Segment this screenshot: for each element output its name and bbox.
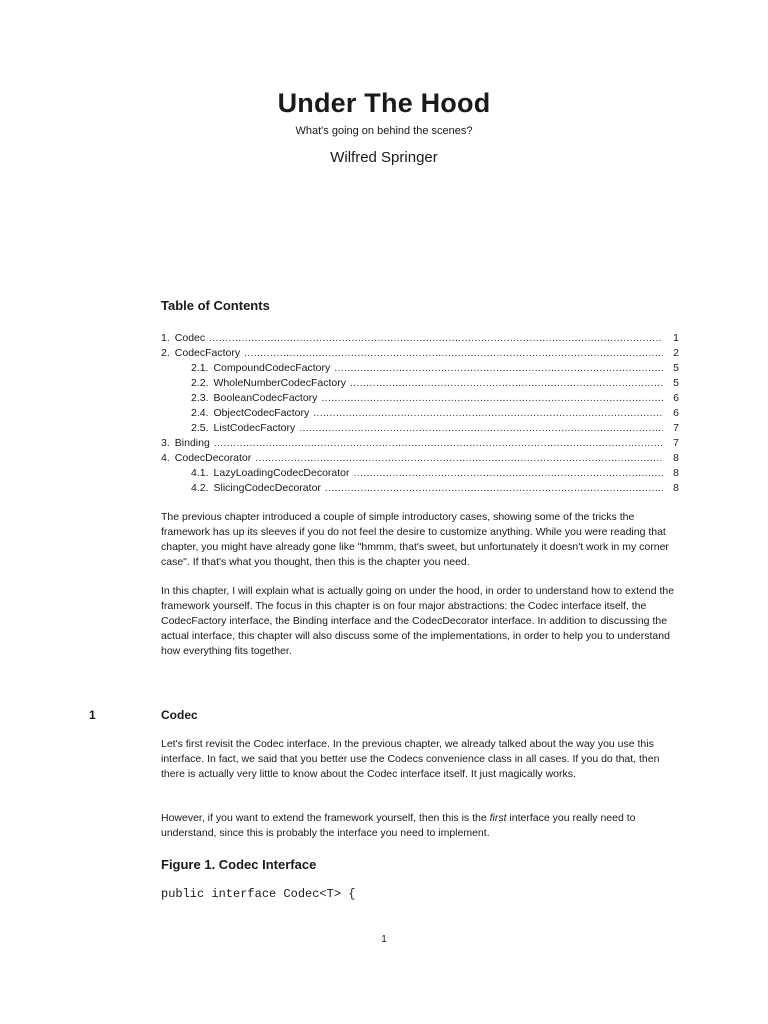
section-paragraph-1: Let's first revisit the Codec interface. In the previous chapter, we already talked about the way you use this interface. In fact, we said that you better use the Codecs convenience class in all cases. If you do that, then there is actually very little to know about the Codec interface itself. It just magically works. <box>161 738 660 780</box>
toc-entry[interactable] <box>161 451 679 466</box>
toc-entry[interactable] <box>161 466 679 481</box>
toc-entry[interactable] <box>161 406 679 421</box>
paragraph-text: interface you really need to understand, since this is probably the interface you need to implement. <box>161 812 636 839</box>
emphasis-first: first <box>489 812 507 824</box>
toc-leader-dots <box>214 436 663 451</box>
intro-paragraph-2: In this chapter, I will explain what is actually going on under the hood, in order to understand how to extend the framework yourself. The focus in this chapter is on four major abstractions: the Codec interface itself, the CodecFactory interface, the Binding interface and the CodecDecorator interface. In addition to discussing the actual interface, this chapter will also discuss some of the implementations, in order to help you to understand how everything fits together. <box>161 585 675 657</box>
toc-entry[interactable] <box>161 481 679 496</box>
code-listing: public interface Codec<T> { <box>161 887 356 901</box>
toc-entry-number: 2.2. <box>191 377 209 389</box>
toc-entry-label: ObjectCodecFactory <box>213 407 310 419</box>
document-title: Under The Hood <box>277 88 491 118</box>
toc-entry[interactable] <box>161 361 679 376</box>
toc-entry-number: 2. <box>161 347 170 359</box>
toc-entry-number: 2.1. <box>191 362 209 374</box>
toc-entry-page: 7 <box>673 437 679 449</box>
section-title: Codec <box>161 708 198 722</box>
toc-entry-label: ListCodecFactory <box>213 422 296 434</box>
toc-entry-page: 8 <box>673 467 679 479</box>
section-number: 1 <box>89 708 96 722</box>
toc-entry-label: Codec <box>174 332 206 344</box>
table-of-contents <box>161 331 679 496</box>
toc-entry-page: 8 <box>673 482 679 494</box>
toc-entry-number: 2.4. <box>191 407 209 419</box>
toc-entry-label: LazyLoadingCodecDecorator <box>213 467 350 479</box>
document-author: Wilfred Springer <box>330 149 438 166</box>
toc-entry-label: CodecDecorator <box>174 452 252 464</box>
toc-entry-page: 5 <box>673 362 679 374</box>
toc-leader-dots <box>334 361 663 376</box>
toc-heading: Table of Contents <box>161 298 270 313</box>
paragraph-text: However, if you want to extend the framework yourself, then this is the <box>161 812 490 824</box>
toc-entry[interactable] <box>161 376 679 391</box>
toc-entry-label: CodecFactory <box>174 347 241 359</box>
toc-entry-number: 2.3. <box>191 392 209 404</box>
toc-entry-page: 8 <box>673 452 679 464</box>
toc-leader-dots <box>321 391 663 406</box>
toc-entry-page: 6 <box>673 407 679 419</box>
toc-entry[interactable] <box>161 436 679 451</box>
toc-entry-label: Binding <box>174 437 210 449</box>
toc-entry[interactable] <box>161 346 679 361</box>
toc-entry-label: WholeNumberCodecFactory <box>213 377 346 389</box>
toc-entry-label: SlicingCodecDecorator <box>213 482 321 494</box>
intro-paragraph-1: The previous chapter introduced a couple of simple introductory cases, showing some of the tricks the framework has up its sleeves if you do not feel the desire to customize anything. While you were reading that chapter, you might have already gone like "hmmm, that's sweet, but unfortunately it doesn't work in my corner case". If that's what you thought, then this is the chapter you need. <box>161 511 669 568</box>
toc-entry-number: 4.1. <box>191 467 209 479</box>
toc-entry-page: 5 <box>673 377 679 389</box>
toc-leader-dots <box>209 331 663 346</box>
figure-caption: Figure 1. Codec Interface <box>161 857 317 872</box>
toc-entry-number: 2.5. <box>191 422 209 434</box>
section-paragraph-2 <box>161 811 679 841</box>
toc-entry-number: 3. <box>161 437 170 449</box>
toc-entry-number: 4.2. <box>191 482 209 494</box>
title-block <box>0 88 768 166</box>
document-subtitle: What's going on behind the scenes? <box>295 125 473 137</box>
toc-leader-dots <box>325 481 663 496</box>
toc-entry[interactable] <box>161 391 679 406</box>
toc-entry-label: BooleanCodecFactory <box>213 392 318 404</box>
toc-entry-page: 7 <box>673 422 679 434</box>
page-number: 1 <box>381 934 387 945</box>
toc-entry-number: 4. <box>161 452 170 464</box>
toc-entry[interactable] <box>161 331 679 346</box>
toc-entry[interactable] <box>161 421 679 436</box>
toc-leader-dots <box>313 406 663 421</box>
toc-entry-page: 6 <box>673 392 679 404</box>
toc-leader-dots <box>354 466 663 481</box>
toc-entry-page: 1 <box>673 332 679 344</box>
toc-entry-label: CompoundCodecFactory <box>213 362 331 374</box>
toc-entry-number: 1. <box>161 332 170 344</box>
toc-leader-dots <box>244 346 663 361</box>
toc-leader-dots <box>299 421 663 436</box>
toc-entry-page: 2 <box>673 347 679 359</box>
toc-leader-dots <box>350 376 663 391</box>
toc-leader-dots <box>255 451 663 466</box>
